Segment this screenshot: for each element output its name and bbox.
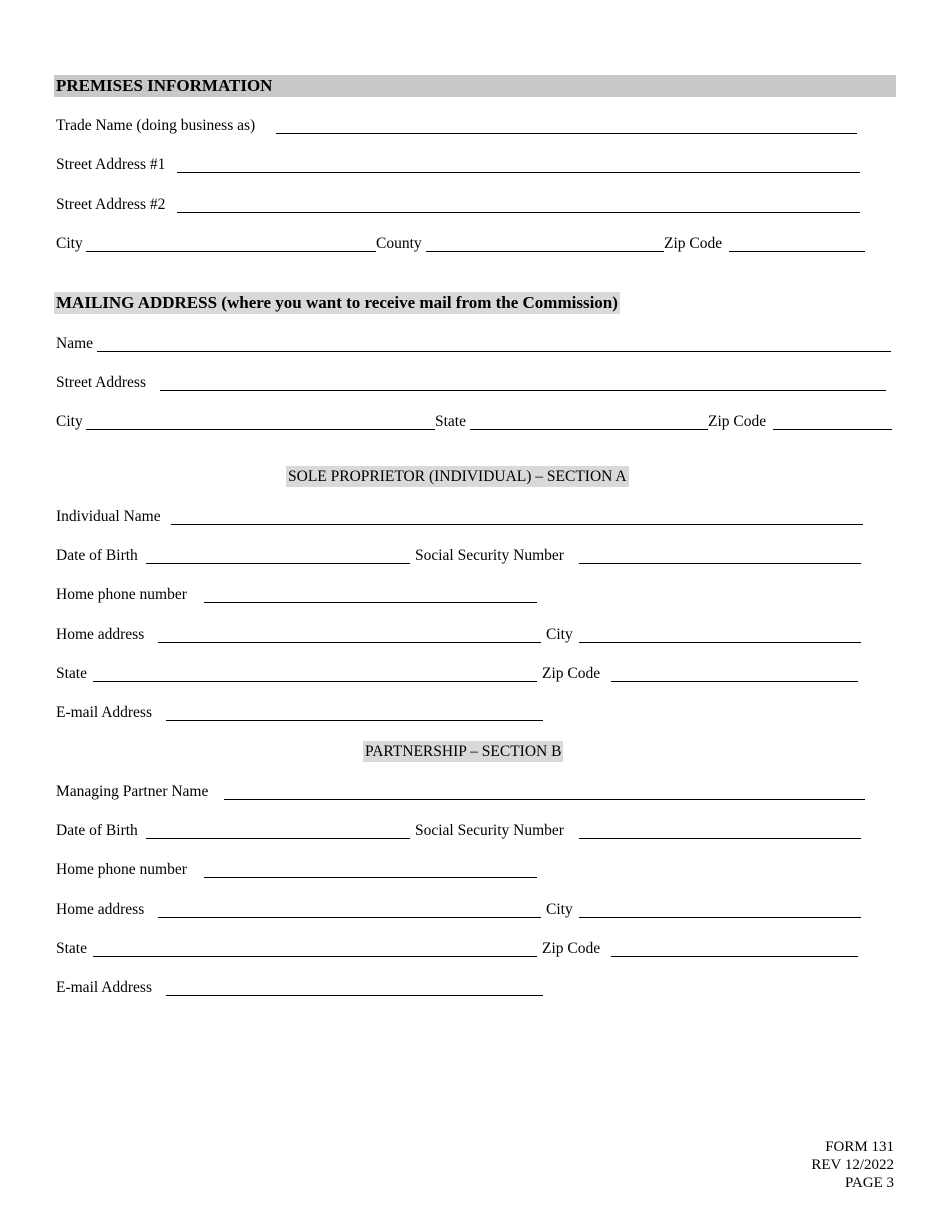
street1-field[interactable]	[177, 172, 860, 173]
trade-name-row	[56, 116, 896, 136]
a-email-field[interactable]	[166, 720, 543, 721]
a-email-row	[56, 703, 896, 723]
mailing-city-row	[56, 412, 896, 432]
a-dob-field[interactable]	[146, 563, 410, 564]
b-phone-label: Home phone number	[56, 861, 187, 878]
a-state-field[interactable]	[93, 681, 537, 682]
b-ssn-field[interactable]	[579, 838, 861, 839]
street1-row	[56, 155, 896, 175]
trade-name-field[interactable]	[276, 133, 857, 134]
premises-heading-text: PREMISES INFORMATION	[56, 76, 273, 95]
mailing-heading: MAILING ADDRESS (where you want to receive mail from the Commission)	[56, 293, 618, 312]
a-individual-name-label: Individual Name	[56, 508, 161, 525]
mailing-city-label: City	[56, 413, 83, 430]
a-phone-label: Home phone number	[56, 586, 187, 603]
a-home-address-row	[56, 625, 896, 645]
a-dob-row	[56, 546, 896, 566]
mailing-name-field[interactable]	[97, 351, 891, 352]
a-zip-field[interactable]	[611, 681, 858, 682]
a-phone-row	[56, 585, 896, 605]
b-dob-label: Date of Birth	[56, 822, 138, 839]
form-footer	[811, 1138, 894, 1192]
mailing-state-label: State	[435, 413, 466, 430]
a-ssn-field[interactable]	[579, 563, 861, 564]
b-home-address-row	[56, 900, 896, 920]
street2-row	[56, 195, 896, 215]
mailing-name-row	[56, 334, 896, 354]
b-state-label: State	[56, 940, 87, 957]
a-email-label: E-mail Address	[56, 704, 152, 721]
section-a-heading: SOLE PROPRIETOR (INDIVIDUAL) – SECTION A	[288, 468, 627, 485]
mailing-zip-label: Zip Code	[708, 413, 767, 430]
b-zip-field[interactable]	[611, 956, 858, 957]
a-phone-field[interactable]	[204, 602, 537, 603]
b-state-row	[56, 939, 896, 959]
a-state-row	[56, 664, 896, 684]
premises-county-field[interactable]	[426, 251, 664, 252]
b-home-address-field[interactable]	[158, 917, 541, 918]
trade-name-label: Trade Name (doing business as)	[56, 117, 256, 134]
a-individual-name-row	[56, 507, 896, 527]
street1-label: Street Address #1	[56, 156, 166, 173]
premises-zip-field[interactable]	[729, 251, 865, 252]
b-ssn-label: Social Security Number	[415, 822, 564, 839]
b-dob-row	[56, 821, 896, 841]
b-city-field[interactable]	[579, 917, 861, 918]
b-partner-name-label: Managing Partner Name	[56, 783, 209, 800]
b-state-field[interactable]	[93, 956, 537, 957]
mailing-city-field[interactable]	[86, 429, 435, 430]
a-city-label: City	[546, 626, 573, 643]
b-partner-name-field[interactable]	[224, 799, 865, 800]
b-zip-label: Zip Code	[542, 940, 601, 957]
b-dob-field[interactable]	[146, 838, 410, 839]
mailing-street-label: Street Address	[56, 374, 146, 391]
page-number: PAGE 3	[844, 1175, 894, 1191]
mailing-state-field[interactable]	[470, 429, 708, 430]
a-ssn-label: Social Security Number	[415, 547, 564, 564]
premises-county-label: County	[376, 235, 422, 252]
form-revision: REV 12/2022	[811, 1157, 894, 1173]
b-email-field[interactable]	[166, 995, 543, 996]
premises-zip-label: Zip Code	[664, 235, 723, 252]
a-city-field[interactable]	[579, 642, 861, 643]
section-b-heading: PARTNERSHIP – SECTION B	[365, 743, 562, 760]
mailing-street-row	[56, 373, 896, 393]
b-email-row	[56, 978, 896, 998]
a-home-address-field[interactable]	[158, 642, 541, 643]
a-zip-label: Zip Code	[542, 665, 601, 682]
street2-label: Street Address #2	[56, 196, 166, 213]
b-city-label: City	[546, 901, 573, 918]
a-individual-name-field[interactable]	[171, 524, 863, 525]
b-home-address-label: Home address	[56, 901, 145, 918]
premises-city-label: City	[56, 235, 83, 252]
b-partner-name-row	[56, 782, 896, 802]
mailing-zip-field[interactable]	[773, 429, 892, 430]
premises-heading	[54, 75, 896, 97]
mailing-street-field[interactable]	[160, 390, 886, 391]
a-home-address-label: Home address	[56, 626, 145, 643]
b-email-label: E-mail Address	[56, 979, 152, 996]
a-dob-label: Date of Birth	[56, 547, 138, 564]
mailing-name-label: Name	[56, 335, 94, 352]
premises-city-row	[56, 234, 896, 254]
street2-field[interactable]	[177, 212, 860, 213]
b-phone-field[interactable]	[204, 877, 537, 878]
premises-city-field[interactable]	[86, 251, 376, 252]
a-state-label: State	[56, 665, 87, 682]
form-number: FORM 131	[825, 1139, 894, 1155]
b-phone-row	[56, 860, 896, 880]
